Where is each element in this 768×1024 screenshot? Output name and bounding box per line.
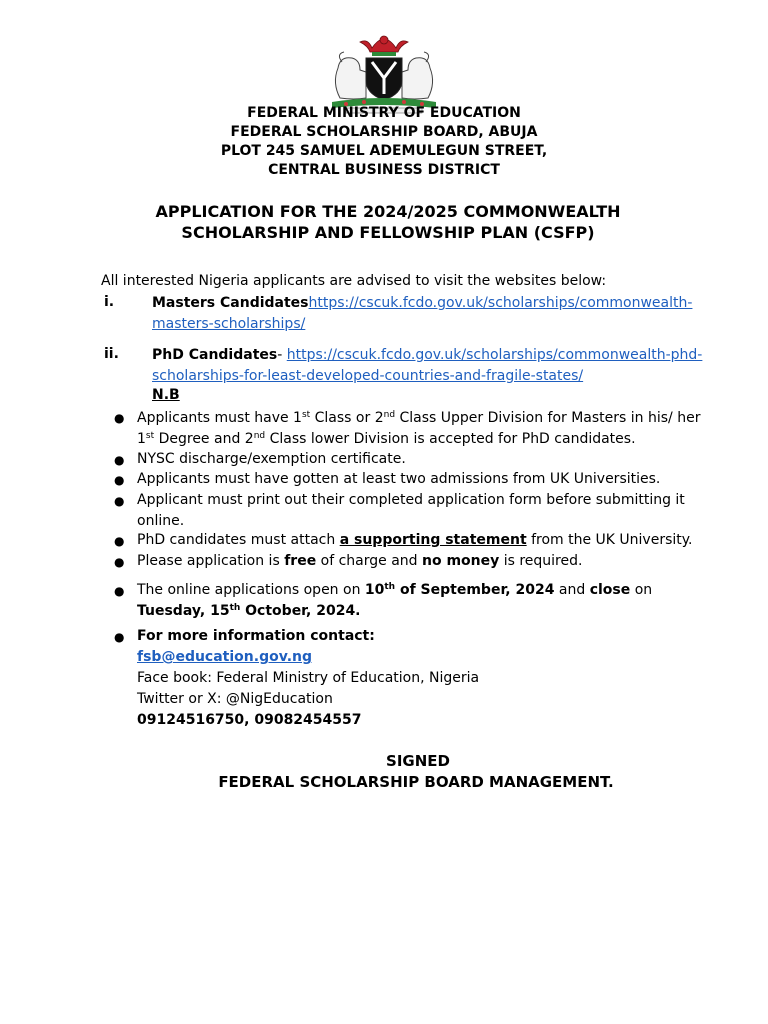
item-number-i: i. (104, 294, 115, 310)
bullet-icon: ● (114, 453, 125, 467)
header-line-3: PLOT 245 SAMUEL ADEMULEGUN STREET, (220, 143, 548, 159)
masters-link[interactable]: https://cscuk.fcdo.gov.uk/scholarships/commonwealth- (308, 295, 693, 311)
facebook-contact: Face book: Federal Ministry of Education, Nigeria (137, 670, 480, 686)
bullet-icon: ● (114, 473, 125, 487)
intro-text: All interested Nigeria applicants are advised to visit the websites below: (101, 273, 607, 289)
bullet-icon: ● (114, 411, 125, 425)
phd-link[interactable]: https://cscuk.fcdo.gov.uk/scholarships/commonwealth-phd- (286, 347, 703, 363)
bullet-free-of-charge: Please application is free of charge and no money is required. (137, 553, 583, 569)
email-link[interactable]: fsb@education.gov.ng (137, 649, 312, 665)
header-line-2: FEDERAL SCHOLARSHIP BOARD, ABUJA (230, 124, 538, 140)
title-line-2: SCHOLARSHIP AND FELLOWSHIP PLAN (CSFP) (181, 223, 595, 242)
masters-link-cont[interactable]: masters-scholarships/ (152, 316, 306, 332)
coat-of-arms-logo (310, 28, 458, 114)
document-title (0, 201, 768, 243)
phd-label: PhD Candidates (152, 347, 278, 363)
title-line-1: APPLICATION FOR THE 2024/2025 COMMONWEALTH (155, 202, 621, 221)
header-line-1: FEDERAL MINISTRY OF EDUCATION (247, 105, 521, 121)
item-number-ii: ii. (104, 346, 119, 362)
bullet-nysc: NYSC discharge/exemption certificate. (137, 451, 406, 467)
phone-numbers: 09124516750, 09082454557 (137, 712, 362, 728)
nb-heading: N.B (152, 387, 180, 403)
phd-link-cont[interactable]: scholarships-for-least-developed-countries-and-fragile-states/ (152, 368, 584, 384)
bullet-application-dates: The online applications open on 10th of September, 2024 and close on Tuesday, 15th October, 2024. (137, 582, 653, 619)
bullet-icon: ● (114, 494, 125, 508)
bullet-supporting-statement: PhD candidates must attach a supporting statement from the UK University. (137, 532, 693, 548)
bullet-print-form: Applicant must print out their completed application form before submitting it online. (137, 492, 685, 529)
bullet-class-requirement: Applicants must have 1st Class or 2nd Class Upper Division for Masters in his/ her 1st Degree and 2nd Class lower Division is accepted for PhD candidates. (137, 410, 701, 447)
twitter-contact: Twitter or X: @NigEducation (137, 691, 333, 707)
bullet-icon: ● (114, 534, 125, 548)
bullet-icon: ● (114, 555, 125, 569)
header-line-4: CENTRAL BUSINESS DISTRICT (268, 162, 500, 178)
contact-info (137, 626, 479, 731)
bullet-icon: ● (114, 584, 125, 598)
phd-candidates-item: PhD Candidates- https://cscuk.fcdo.gov.uk/scholarships/commonwealth-phd- scholarships-for-least-developed-countries-and-fragile-states/ (152, 347, 703, 384)
masters-label: Masters Candidates (152, 295, 309, 311)
signed-by: FEDERAL SCHOLARSHIP BOARD MANAGEMENT. (218, 773, 614, 791)
ministry-header (0, 104, 768, 180)
masters-candidates-item (152, 293, 692, 335)
bullet-icon: ● (114, 630, 125, 644)
contact-heading: For more information contact: (137, 628, 375, 644)
bullet-admissions: Applicants must have gotten at least two admissions from UK Universities. (137, 471, 661, 487)
signed-label: SIGNED (386, 752, 450, 770)
